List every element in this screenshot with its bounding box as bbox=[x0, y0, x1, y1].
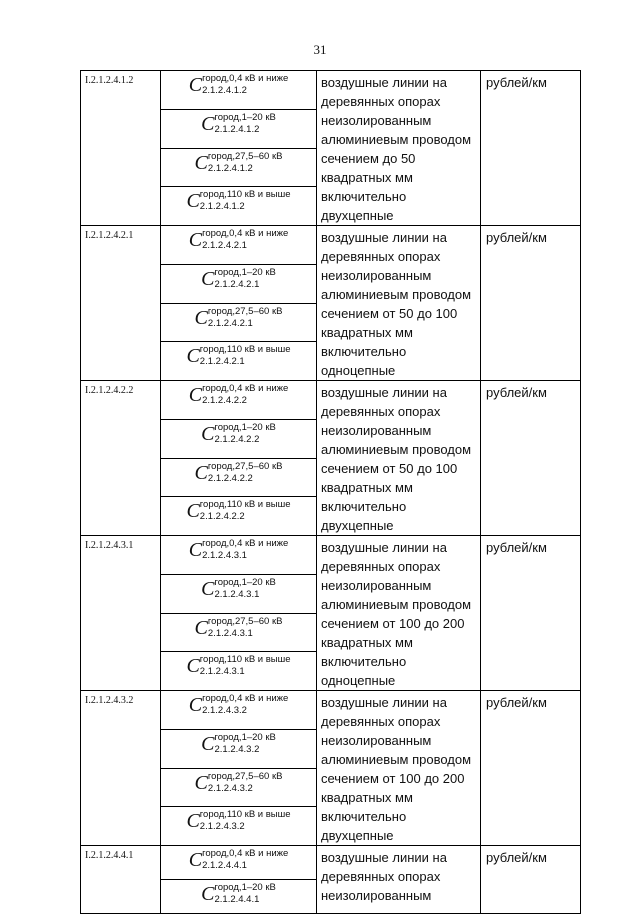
symbol-letter: C bbox=[201, 732, 215, 755]
row-description: воздушные линии на деревянных опорах неизолированным алюминиевым проводом сечением до 50 квадратных мм включительно двухцепные bbox=[317, 71, 481, 226]
symbol-superscript: город,110 кВ и выше bbox=[199, 809, 291, 821]
symbol-cell bbox=[161, 691, 317, 730]
symbol-superscript: город,0,4 кВ и ниже bbox=[202, 848, 289, 859]
symbol-subscript: 2.1.2.4.3.1 bbox=[199, 666, 245, 678]
symbol-subscript: 2.1.2.4.3.2 bbox=[207, 782, 253, 794]
rate-symbol bbox=[161, 151, 316, 175]
symbol-letter: C bbox=[186, 190, 200, 213]
table-row bbox=[81, 536, 581, 575]
symbol-letter: C bbox=[188, 849, 203, 871]
symbol-subscript: 2.1.2.4.2.2 bbox=[207, 472, 253, 484]
symbol-subscript: 2.1.2.4.3.1 bbox=[202, 550, 247, 561]
symbol-cell bbox=[161, 226, 317, 265]
symbol-superscript: город,27,5–60 кВ bbox=[207, 150, 283, 162]
symbol-indices bbox=[208, 306, 283, 330]
symbol-indices bbox=[200, 809, 291, 833]
symbol-indices bbox=[202, 848, 288, 872]
rate-symbol bbox=[161, 848, 316, 872]
symbol-indices bbox=[200, 189, 291, 213]
symbol-indices bbox=[214, 577, 275, 601]
symbol-cell bbox=[161, 458, 317, 497]
symbol-indices bbox=[208, 461, 283, 485]
symbol-superscript: город,27,5–60 кВ bbox=[207, 460, 283, 472]
symbol-letter: C bbox=[201, 267, 215, 290]
rate-symbol bbox=[161, 189, 316, 213]
symbol-indices bbox=[214, 267, 275, 291]
symbol-indices bbox=[202, 73, 288, 97]
rate-symbol bbox=[161, 577, 316, 601]
symbol-superscript: город,27,5–60 кВ bbox=[207, 615, 283, 627]
symbol-cell bbox=[161, 148, 317, 187]
symbol-indices bbox=[214, 422, 275, 446]
symbol-subscript: 2.1.2.4.2.2 bbox=[214, 433, 260, 445]
symbol-cell bbox=[161, 729, 317, 768]
row-code: I.2.1.2.4.4.1 bbox=[81, 846, 161, 914]
table-row bbox=[81, 71, 581, 110]
symbol-cell bbox=[161, 846, 317, 880]
symbol-cell bbox=[161, 497, 317, 536]
symbol-indices bbox=[200, 654, 291, 678]
symbol-superscript: город,0,4 кВ и ниже bbox=[202, 383, 289, 394]
symbol-subscript: 2.1.2.4.3.2 bbox=[214, 743, 260, 755]
symbol-superscript: город,110 кВ и выше bbox=[199, 499, 291, 511]
symbol-subscript: 2.1.2.4.4.1 bbox=[214, 894, 260, 905]
symbol-superscript: город,1–20 кВ bbox=[214, 421, 276, 433]
symbol-letter: C bbox=[188, 229, 203, 251]
symbol-subscript: 2.1.2.4.2.1 bbox=[199, 356, 245, 368]
symbol-subscript: 2.1.2.4.2.1 bbox=[202, 240, 247, 251]
symbol-letter: C bbox=[201, 883, 215, 905]
symbol-letter: C bbox=[188, 384, 203, 406]
symbol-cell bbox=[161, 342, 317, 381]
row-code: I.2.1.2.4.3.2 bbox=[81, 691, 161, 846]
symbol-cell bbox=[161, 652, 317, 691]
symbol-indices bbox=[200, 344, 291, 368]
rate-symbol bbox=[161, 228, 316, 252]
symbol-cell bbox=[161, 109, 317, 148]
symbol-indices bbox=[202, 228, 288, 252]
symbol-subscript: 2.1.2.4.1.2 bbox=[202, 85, 247, 96]
rate-symbol bbox=[161, 267, 316, 291]
table-row bbox=[81, 381, 581, 420]
symbol-subscript: 2.1.2.4.2.2 bbox=[199, 511, 245, 523]
symbol-letter: C bbox=[188, 74, 203, 96]
symbol-superscript: город,1–20 кВ bbox=[214, 882, 276, 893]
row-description: воздушные линии на деревянных опорах неизолированным алюминиевым проводом сечением от 50 до 100 квадратных мм включительно одноцепные bbox=[317, 226, 481, 381]
symbol-cell bbox=[161, 381, 317, 420]
row-unit: рублей/км bbox=[481, 226, 581, 381]
symbol-letter: C bbox=[188, 694, 203, 716]
rate-symbol bbox=[161, 461, 316, 485]
symbol-letter: C bbox=[186, 345, 200, 368]
symbol-subscript: 2.1.2.4.1.2 bbox=[207, 162, 253, 174]
rate-symbol bbox=[161, 538, 316, 562]
symbol-superscript: город,0,4 кВ и ниже bbox=[202, 538, 289, 549]
rate-symbol bbox=[161, 616, 316, 640]
symbol-subscript: 2.1.2.4.3.2 bbox=[202, 705, 247, 716]
table-row bbox=[81, 226, 581, 265]
symbol-indices bbox=[214, 882, 275, 906]
symbol-letter: C bbox=[201, 577, 215, 600]
tariff-table bbox=[80, 70, 581, 914]
symbol-subscript: 2.1.2.4.2.1 bbox=[207, 317, 253, 329]
symbol-letter: C bbox=[194, 306, 208, 329]
row-unit: рублей/км bbox=[481, 381, 581, 536]
symbol-cell bbox=[161, 187, 317, 226]
symbol-superscript: город,27,5–60 кВ bbox=[207, 305, 283, 317]
table-row bbox=[81, 846, 581, 880]
symbol-superscript: город,110 кВ и выше bbox=[199, 344, 291, 356]
symbol-cell bbox=[161, 807, 317, 846]
page-number: 31 bbox=[313, 42, 327, 57]
symbol-letter: C bbox=[194, 771, 208, 794]
row-description: воздушные линии на деревянных опорах неизолированным bbox=[317, 846, 481, 914]
row-code: I.2.1.2.4.2.2 bbox=[81, 381, 161, 536]
symbol-indices bbox=[214, 112, 275, 136]
symbol-letter: C bbox=[194, 461, 208, 484]
symbol-subscript: 2.1.2.4.2.2 bbox=[202, 395, 247, 406]
symbol-letter: C bbox=[186, 655, 200, 678]
symbol-subscript: 2.1.2.4.1.2 bbox=[214, 123, 260, 135]
symbol-superscript: город,0,4 кВ и ниже bbox=[202, 228, 289, 239]
row-unit: рублей/км bbox=[481, 536, 581, 691]
symbol-indices bbox=[208, 771, 283, 795]
symbol-letter: C bbox=[201, 422, 215, 445]
symbol-letter: C bbox=[201, 112, 215, 135]
table-row bbox=[81, 691, 581, 730]
symbol-cell bbox=[161, 768, 317, 807]
row-code: I.2.1.2.4.1.2 bbox=[81, 71, 161, 226]
rate-symbol bbox=[161, 882, 316, 906]
rate-symbol bbox=[161, 732, 316, 756]
symbol-subscript: 2.1.2.4.4.1 bbox=[202, 860, 247, 871]
symbol-cell bbox=[161, 574, 317, 613]
rate-symbol bbox=[161, 809, 316, 833]
rate-symbol bbox=[161, 771, 316, 795]
symbol-letter: C bbox=[194, 151, 208, 174]
row-unit: рублей/км bbox=[481, 846, 581, 914]
row-description: воздушные линии на деревянных опорах неизолированным алюминиевым проводом сечением от 100 до 200 квадратных мм включительно одноцепные bbox=[317, 536, 481, 691]
symbol-cell bbox=[161, 264, 317, 303]
row-description: воздушные линии на деревянных опорах неизолированным алюминиевым проводом сечением от 50 до 100 квадратных мм включительно двухцепные bbox=[317, 381, 481, 536]
symbol-letter: C bbox=[186, 500, 200, 523]
symbol-subscript: 2.1.2.4.3.1 bbox=[214, 588, 260, 600]
rate-symbol bbox=[161, 422, 316, 446]
rate-symbol bbox=[161, 306, 316, 330]
symbol-cell bbox=[161, 71, 317, 110]
row-unit: рублей/км bbox=[481, 691, 581, 846]
symbol-letter: C bbox=[186, 810, 200, 833]
symbol-indices bbox=[208, 151, 283, 175]
symbol-indices bbox=[200, 499, 291, 523]
symbol-cell bbox=[161, 880, 317, 914]
rate-symbol bbox=[161, 654, 316, 678]
symbol-superscript: город,0,4 кВ и ниже bbox=[202, 73, 289, 84]
symbol-superscript: город,1–20 кВ bbox=[214, 576, 276, 588]
symbol-subscript: 2.1.2.4.3.2 bbox=[199, 821, 245, 833]
rate-symbol bbox=[161, 344, 316, 368]
symbol-cell bbox=[161, 419, 317, 458]
symbol-subscript: 2.1.2.4.1.2 bbox=[199, 201, 245, 213]
symbol-superscript: город,1–20 кВ bbox=[214, 111, 276, 123]
symbol-indices bbox=[202, 383, 288, 407]
symbol-cell bbox=[161, 613, 317, 652]
symbol-cell bbox=[161, 303, 317, 342]
row-unit: рублей/км bbox=[481, 71, 581, 226]
symbol-superscript: город,110 кВ и выше bbox=[199, 189, 291, 201]
symbol-letter: C bbox=[188, 539, 203, 561]
rate-symbol bbox=[161, 499, 316, 523]
symbol-letter: C bbox=[194, 616, 208, 639]
symbol-superscript: город,0,4 кВ и ниже bbox=[202, 693, 289, 704]
symbol-cell bbox=[161, 536, 317, 575]
symbol-indices bbox=[202, 538, 288, 562]
symbol-subscript: 2.1.2.4.3.1 bbox=[207, 627, 253, 639]
rate-symbol bbox=[161, 693, 316, 717]
row-code: I.2.1.2.4.3.1 bbox=[81, 536, 161, 691]
rate-symbol bbox=[161, 383, 316, 407]
row-code: I.2.1.2.4.2.1 bbox=[81, 226, 161, 381]
tariff-table-body bbox=[81, 71, 581, 914]
symbol-superscript: город,1–20 кВ bbox=[214, 266, 276, 278]
row-description: воздушные линии на деревянных опорах неизолированным алюминиевым проводом сечением от 100 до 200 квадратных мм включительно двухцепные bbox=[317, 691, 481, 846]
symbol-subscript: 2.1.2.4.2.1 bbox=[214, 278, 260, 290]
symbol-indices bbox=[214, 732, 275, 756]
symbol-indices bbox=[202, 693, 288, 717]
symbol-superscript: город,1–20 кВ bbox=[214, 731, 276, 743]
symbol-superscript: город,27,5–60 кВ bbox=[207, 770, 283, 782]
symbol-indices bbox=[208, 616, 283, 640]
rate-symbol bbox=[161, 112, 316, 136]
rate-symbol bbox=[161, 73, 316, 97]
symbol-superscript: город,110 кВ и выше bbox=[199, 654, 291, 666]
